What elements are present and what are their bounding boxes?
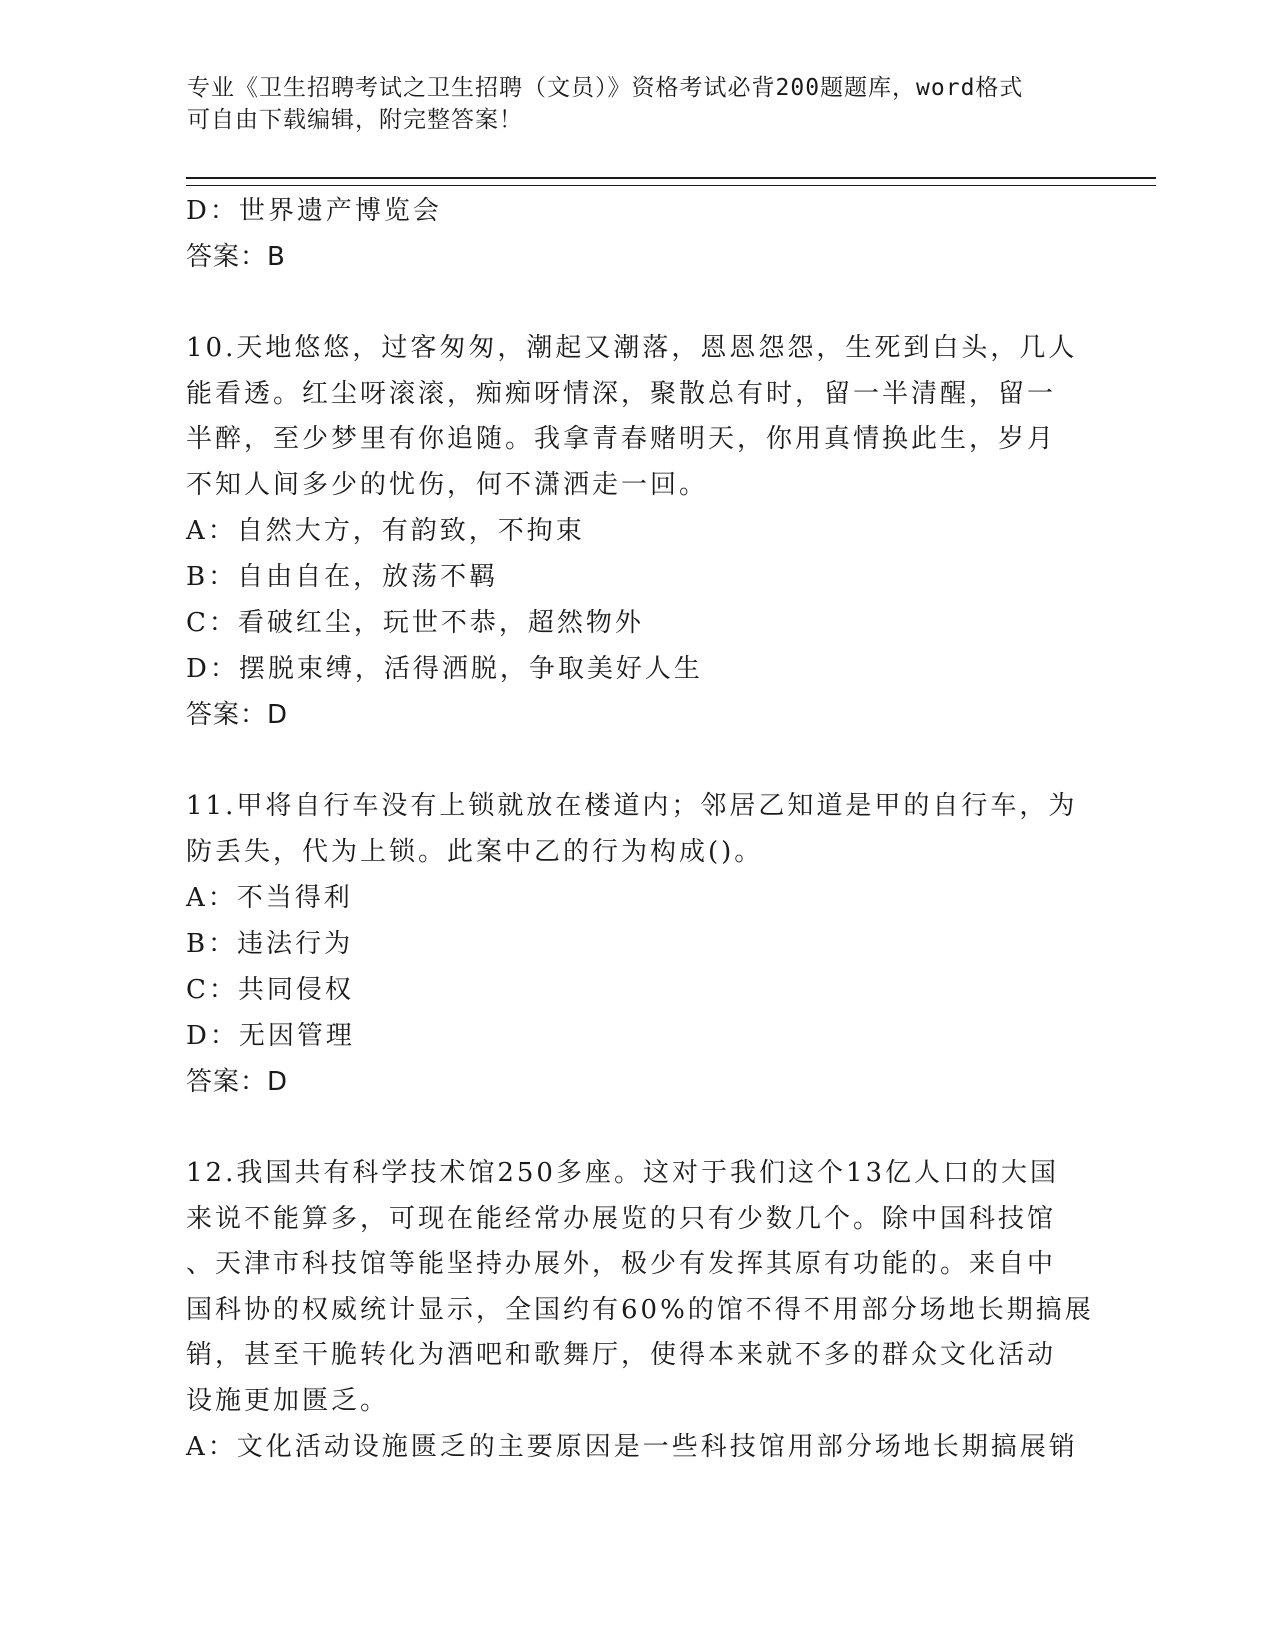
document-header [187, 72, 1087, 136]
question-stem [186, 1151, 1094, 1424]
stem-line: 10.天地悠悠，过客匆匆，潮起又潮落，恩恩怨怨，生死到白头，几人 [186, 333, 1078, 363]
spacer [186, 738, 1086, 784]
option-a: A：不当得利 [186, 883, 353, 913]
stem-line: 能看透。红尘呀滚滚，痴痴呀情深，聚散总有时，留一半清醒，留一 [186, 378, 1057, 409]
question-11 [186, 784, 1086, 1105]
option-d: D：摆脱束缚，活得洒脱，争取美好人生 [186, 654, 703, 684]
stem-line: 销，甚至干脆转化为酒吧和歌舞厅，使得本来就不多的群众文化活动 [186, 1340, 1057, 1370]
option-d: D：无因管理 [186, 1021, 355, 1051]
stem-line: 12.我国共有科学技术馆250多座。这对于我们这个13亿人口的大国 [186, 1158, 1060, 1188]
spacer [186, 280, 1086, 326]
stem-line: 设施更加匮乏。 [186, 1385, 390, 1416]
question-stem [186, 784, 1086, 875]
option-d: D：世界遗产博览会 [186, 196, 442, 226]
stem-line: 来说不能算多，可现在能经常办展览的只有少数几个。除中国科技馆 [186, 1203, 1057, 1234]
answer-line: 答案：B [186, 242, 286, 272]
document-body [186, 188, 1094, 1470]
option-c: C：共同侵权 [186, 975, 354, 1005]
header-title-line-1: 专业《卫生招聘考试之卫生招聘（文员）》资格考试必背200题题库，word格式 [187, 75, 1024, 101]
header-divider [186, 177, 1156, 186]
question-10 [186, 326, 1086, 738]
stem-line: 国科协的权威统计显示，全国约有60%的馆不得不用部分场地长期搞展 [186, 1294, 1094, 1325]
answer-line: 答案：D [186, 700, 289, 730]
stem-line: 防丢失，代为上锁。此案中乙的行为构成()。 [186, 836, 764, 867]
stem-line: 、天津市科技馆等能坚持办展外，极少有发挥其原有功能的。来自中 [186, 1249, 1057, 1279]
question-stem [186, 326, 1086, 508]
stem-line: 不知人间多少的忧伤，何不潇洒走一回。 [186, 469, 709, 500]
option-a: A：自然大方，有韵致，不拘束 [186, 516, 585, 546]
question-12 [186, 1151, 1094, 1470]
spacer [186, 1105, 1086, 1151]
answer-line: 答案：D [186, 1067, 289, 1097]
header-title-line-2: 可自由下载编辑，附完整答案！ [187, 107, 523, 133]
option-b: B：自由自在，放荡不羁 [186, 562, 499, 592]
option-c: C：看破红尘，玩世不恭，超然物外 [186, 608, 644, 638]
stem-line: 11.甲将自行车没有上锁就放在楼道内；邻居乙知道是甲的自行车，为 [186, 791, 1078, 821]
stem-line: 半醉，至少梦里有你追随。我拿青春赌明天，你用真情换此生，岁月 [186, 424, 1057, 454]
previous-question-tail [186, 188, 1086, 280]
option-b: B：违法行为 [186, 929, 354, 959]
option-a: A：文化活动设施匮乏的主要原因是一些科技馆用部分场地长期搞展销 [186, 1432, 1078, 1462]
